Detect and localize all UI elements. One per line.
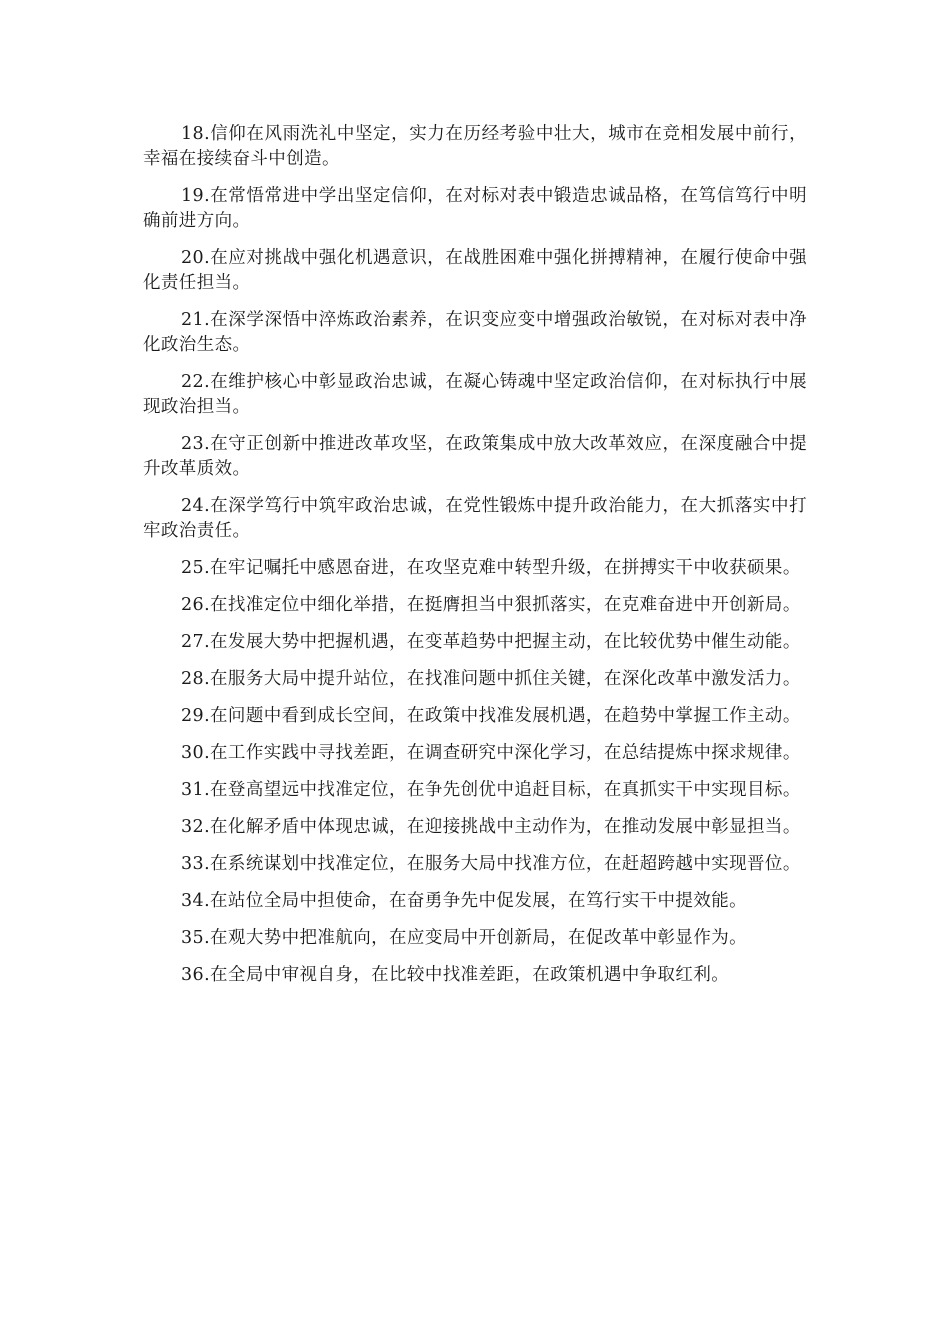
paragraph-18: 18.信仰在风雨洗礼中坚定，实力在历经考验中壮大，城市在竞相发展中前行，幸福在接续奋斗中创造。: [143, 124, 807, 169]
paragraph-33: 33.在系统谋划中找准定位，在服务大局中找准方位，在赶超跨越中实现晋位。: [181, 854, 801, 874]
paragraph-22: 22.在维护核心中彰显政治忠诚，在凝心铸魂中坚定政治信仰，在对标执行中展现政治担当。: [143, 372, 807, 417]
paragraph-21: 21.在深学深悟中淬炼政治素养，在识变应变中增强政治敏锐，在对标对表中净化政治生态。: [143, 310, 807, 355]
document-body: [143, 122, 807, 1000]
paragraph-31: 31.在登高望远中找准定位，在争先创优中追赶目标，在真抓实干中实现目标。: [181, 780, 801, 800]
paragraph-34: 34.在站位全局中担使命，在奋勇争先中促发展，在笃行实干中提效能。: [181, 891, 748, 911]
paragraph-35: 35.在观大势中把准航向，在应变局中开创新局，在促改革中彰显作为。: [181, 928, 748, 948]
paragraph-27: 27.在发展大势中把握机遇，在变革趋势中把握主动，在比较优势中催生动能。: [181, 632, 801, 652]
paragraph-29: 29.在问题中看到成长空间，在政策中找准发展机遇，在趋势中掌握工作主动。: [181, 706, 801, 726]
paragraph-30: 30.在工作实践中寻找差距，在调查研究中深化学习，在总结提炼中探求规律。: [181, 743, 801, 763]
paragraph-32: 32.在化解矛盾中体现忠诚，在迎接挑战中主动作为，在推动发展中彰显担当。: [181, 817, 801, 837]
paragraph-23: 23.在守正创新中推进改革攻坚，在政策集成中放大改革效应，在深度融合中提升改革质效。: [143, 434, 807, 479]
paragraph-24: 24.在深学笃行中筑牢政治忠诚，在党性锻炼中提升政治能力，在大抓落实中打牢政治责任。: [143, 496, 807, 541]
paragraph-28: 28.在服务大局中提升站位，在找准问题中抓住关键，在深化改革中激发活力。: [181, 669, 801, 689]
paragraph-20: 20.在应对挑战中强化机遇意识，在战胜困难中强化拼搏精神，在履行使命中强化责任担当。: [143, 248, 807, 293]
paragraph-25: 25.在牢记嘱托中感恩奋进，在攻坚克难中转型升级，在拼搏实干中收获硕果。: [181, 558, 801, 578]
paragraph-26: 26.在找准定位中细化举措，在挺膺担当中狠抓落实，在克难奋进中开创新局。: [181, 595, 801, 615]
paragraph-36: 36.在全局中审视自身，在比较中找准差距，在政策机遇中争取红利。: [181, 965, 730, 985]
paragraph-19: 19.在常悟常进中学出坚定信仰，在对标对表中锻造忠诚品格，在笃信笃行中明确前进方向。: [143, 186, 807, 231]
